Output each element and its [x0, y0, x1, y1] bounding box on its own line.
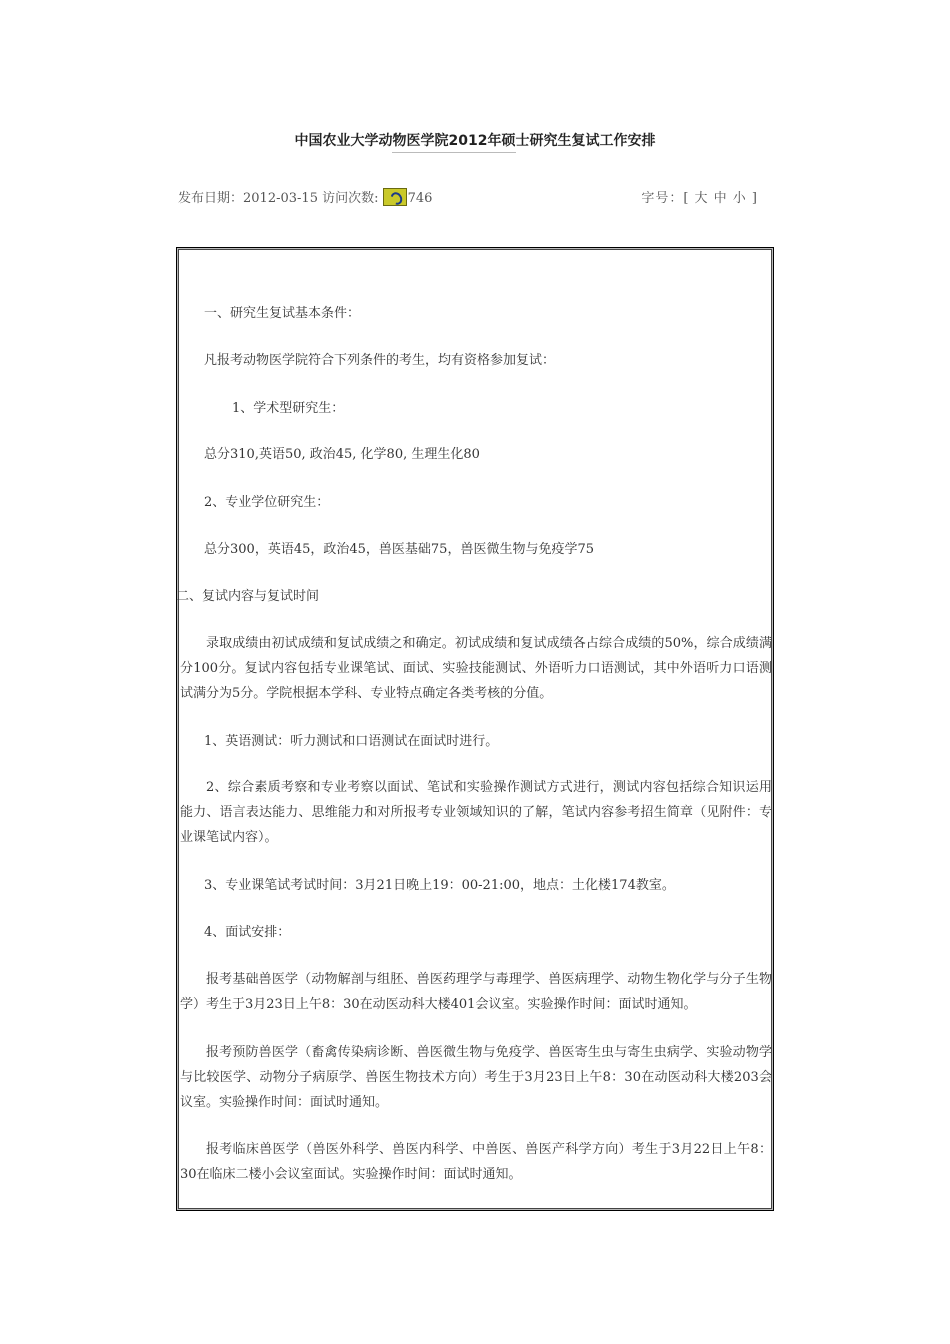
visits-count: 746	[407, 191, 433, 206]
meta-bar	[178, 187, 758, 207]
paragraph: 总分300，英语45，政治45，兽医基础75，兽医微生物与免疫学75	[204, 542, 594, 557]
paragraph: 录取成绩由初试成绩和复试成绩之和确定。初试成绩和复试成绩各占综合成绩的50%，综合成绩满分100分。复试内容包括专业课笔试、面试、实验技能测试、外语听力口语测试，其中外语听力口语测试满分为5分。学院根据本学科、专业特点确定各类考核的分值。	[180, 636, 772, 701]
paragraph: 报考预防兽医学（畜禽传染病诊断、兽医微生物与免疫学、兽医寄生虫与寄生虫病学、实验动物学与比较医学、动物分子病原学、兽医生物技术方向）考生于3月23日上午8：30在动医动科大楼203会议室。实验操作时间：面试时通知。	[180, 1045, 772, 1110]
paragraph: 总分310,英语50, 政治45, 化学80, 生理生化80	[204, 447, 480, 462]
visit-counter-icon	[383, 188, 407, 206]
paragraph: 报考基础兽医学（动物解剖与组胚、兽医药理学与毒理学、兽医病理学、动物生物化学与分子生物学）考生于3月23日上午8：30在动医动科大楼401会议室。实验操作时间：面试时通知。	[180, 972, 772, 1012]
section-heading-1: 一、研究生复试基本条件：	[204, 306, 361, 321]
paragraph: 4、面试安排：	[204, 925, 291, 940]
publish-date: 2012-03-15	[243, 191, 318, 206]
document-title: 中国农业大学动物医学院2012年硕士研究生复试工作安排	[294, 133, 656, 149]
paragraph: 2、专业学位研究生：	[204, 495, 330, 510]
publish-label: 发布日期：	[178, 191, 244, 206]
paragraph: 1、学术型研究生：	[232, 401, 345, 416]
paragraph: 2、综合素质考察和专业考察以面试、笔试和实验操作测试方式进行，测试内容包括综合知识运用能力、语言表达能力、思维能力和对所报考专业领域知识的了解，笔试内容参考招生简章（见附件：专业课笔试内容）。	[180, 780, 772, 845]
title-underline	[392, 152, 516, 153]
meta-left	[178, 187, 432, 206]
paragraph: 凡报考动物医学院符合下列条件的考生，均有资格参加复试：	[204, 353, 556, 368]
visits-label: 访问次数:	[322, 191, 379, 206]
paragraph: 1、英语测试：听力测试和口语测试在面试时进行。	[204, 734, 499, 749]
paragraph: 3、专业课笔试考试时间：3月21日晚上19：00-21:00，地点：土化楼174教室。	[204, 878, 675, 893]
section-heading-2: 二、复试内容与复试时间	[176, 589, 320, 604]
font-size-switch[interactable]: 字号：[ 大 中 小 ]	[641, 191, 758, 206]
paragraph: 报考临床兽医学（兽医外科学、兽医内科学、中兽医、兽医产科学方向）考生于3月22日上午8：30在临床二楼小会议室面试。实验操作时间：面试时通知。	[180, 1142, 772, 1182]
